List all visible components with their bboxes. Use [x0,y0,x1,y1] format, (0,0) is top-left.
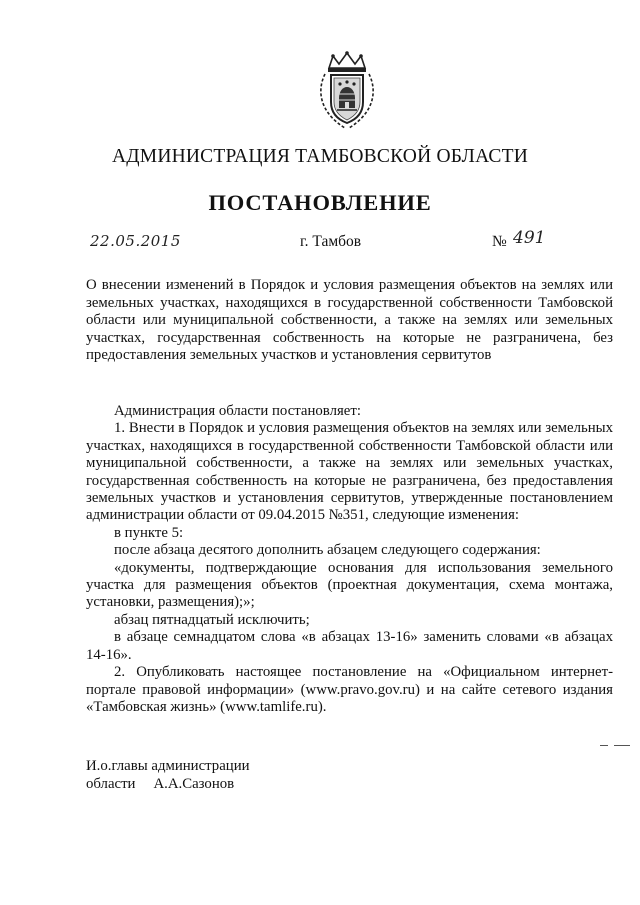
document-body [86,403,613,716]
signature-block [86,757,250,793]
signature-name: А.А.Сазонов [153,776,235,792]
body-item-2: 2. Опубликовать настоящее постановление на «Официальном интернет-портале правовой информации» (www.pravo.gov.ru) и на сайте сетевого издания «Тамбовская жизнь» (www.tamlife.ru). [86,664,613,715]
organization-title: АДМИНИСТРАЦИЯ ТАМБОВСКОЙ ОБЛАСТИ [112,146,528,167]
body-fifteenth: абзац пятнадцатый исключить; [114,611,310,628]
body-quote: «документы, подтверждающие основания для использования земельного участка для размещения объектов (проектная документация, схема монтажа, установки, размещения);»; [86,559,613,611]
signature-position-line2: области [86,776,136,792]
coat-of-arms-icon [315,50,379,132]
scan-mark [614,745,630,746]
body-intro: Администрация области постановляет: [114,403,361,419]
document-subject: О внесении изменений в Порядок и условия размещения объектов на землях или земельных участках, находящихся в государственной собственности Тамбовской области или муниципальной собственности, а также на землях или земельных участках, государственная собственность на которые не разграничена, без предоставления земельных участков и установления сервитутов [86,277,613,364]
body-point-5: в пункте 5: [114,524,184,541]
document-type-title: ПОСТАНОВЛЕНИЕ [208,190,432,215]
document-number: 491 [513,228,546,248]
body-after-tenth: после абзаца десятого дополнить абзацем следующего содержания: [114,542,541,559]
signature-position-line1: И.о.главы администрации [86,758,250,774]
document-city: г. Тамбов [300,233,362,250]
body-seventeenth: в абзаце семнадцатом слова «в абзацах 13-16» заменить словами «в абзацах 14-16». [86,629,613,663]
document-number-label: № [492,233,507,250]
body-item-1: 1. Внести в Порядок и условия размещения объектов на землях или земельных участках, находящихся в государственной собственности Тамбовской области или муниципальной собственности, а также на землях или земельных участках, государственная собственность на которые не разграничена, без предоставления земельных участков и установления сервитутов, утвержденные постановлением администрации области от 09.04.2015 №351, следующие изменения: [86,420,613,524]
document-date: 22.05.2015 [90,232,181,250]
scan-mark [600,745,608,746]
